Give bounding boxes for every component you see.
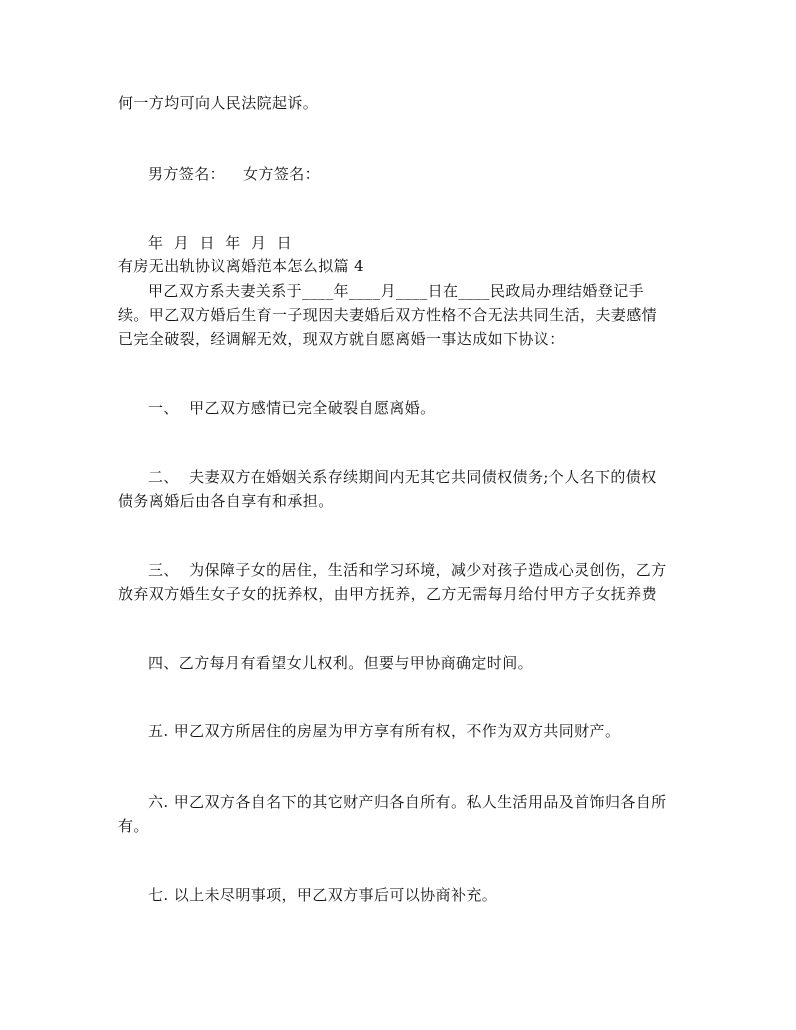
clause-1: 一、 甲乙双方感情已完全破裂自愿离婚。 [148, 399, 436, 417]
clause-6-line-2: 有。 [118, 817, 149, 835]
date-line: 年 月 日 年 月 日 [148, 234, 293, 252]
clause-6-line-1: 六. 甲乙双方各自名下的其它财产归各自所有。私人生活用品及首饰归各自所 [148, 793, 667, 811]
clause-3-line-1: 三、 为保障子女的居住，生活和学习环境，减少对孩子造成心灵创伤，乙方 [148, 561, 667, 579]
clause-4: 四、乙方每月有看望女儿权利。但要与甲协商确定时间。 [148, 654, 534, 672]
clause-2-line-2: 债务离婚后由各自享有和承担。 [118, 492, 334, 510]
clause-3-line-2: 放弃双方婚生女子女的抚养权，由甲方抚养，乙方无需每月给付甲方子女抚养费 [118, 585, 658, 603]
male-signature-label: 男方签名： [148, 165, 226, 183]
clause-5: 五. 甲乙双方所居住的房屋为甲方享有所有权，不作为双方共同财产。 [148, 722, 621, 740]
intro-line-3: 已完全破裂，经调解无效，现双方就自愿离婚一事达成如下协议： [118, 330, 565, 348]
continuation-text: 何一方均可向人民法院起诉。 [118, 94, 319, 112]
clause-2-line-1: 二、 夫妻双方在婚姻关系存续期间内无其它共同债权债务;个人名下的债权 [148, 468, 657, 486]
signature-row [148, 164, 320, 184]
intro-line-1: 甲乙双方系夫妻关系于____年____月____日在____民政局办理结婚登记手 [148, 282, 645, 300]
clause-7: 七. 以上未尽明事项，甲乙双方事后可以协商补充。 [148, 886, 498, 904]
female-signature-label: 女方签名： [243, 165, 321, 183]
section-title: 有房无出轨协议离婚范本怎么拟篇 4 [118, 257, 365, 275]
intro-line-2: 续。甲乙双方婚后生育一子现因夫妻婚后双方性格不合无法共同生活，夫妻感情 [118, 306, 658, 324]
